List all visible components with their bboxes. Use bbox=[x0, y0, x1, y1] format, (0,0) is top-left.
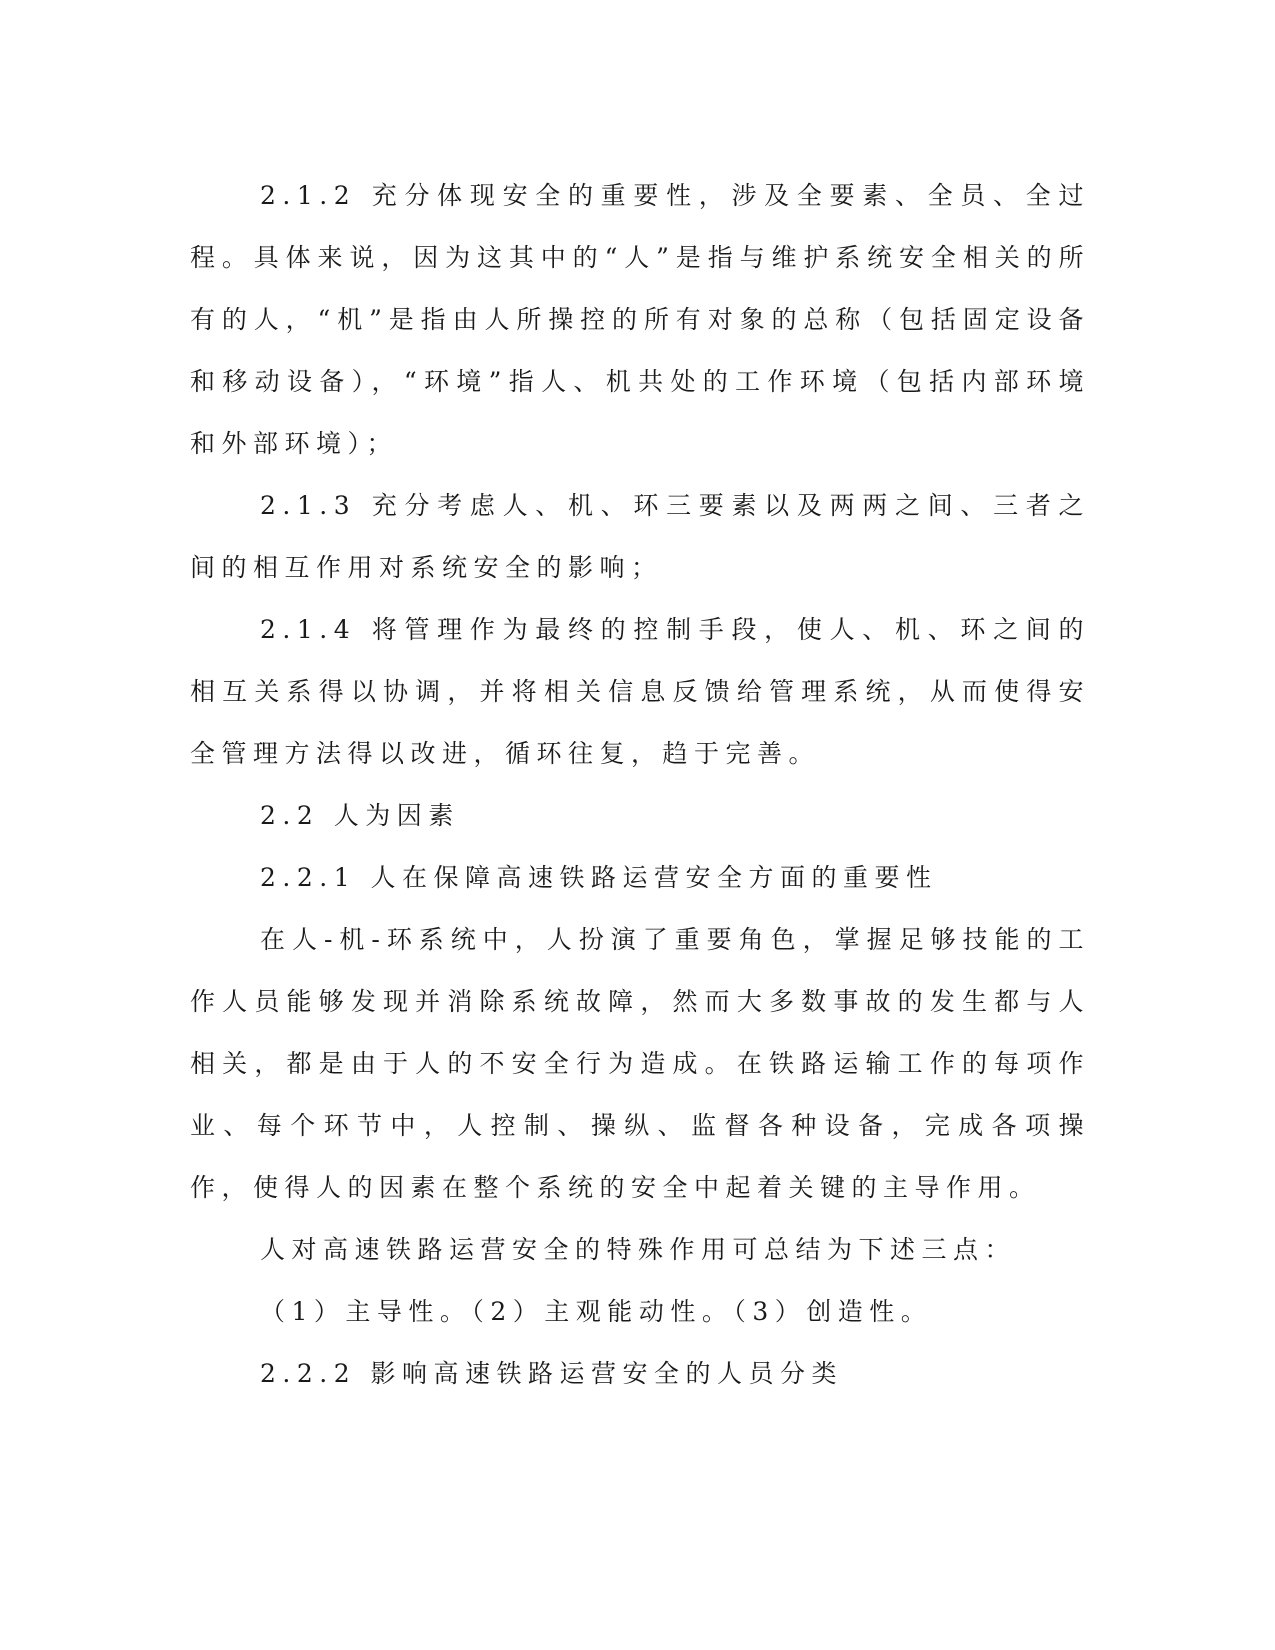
section-heading-2-2: 2.2 人为因素 bbox=[260, 801, 460, 830]
document-body bbox=[190, 165, 1090, 1405]
paragraph-2-1-4: 2.1.4 将管理作为最终的控制手段，使人、机、环之间的相互关系得以协调，并将相关信息反馈给管理系统，从而使得安全管理方法得以改进，循环往复，趋于完善。 bbox=[190, 615, 1090, 768]
subsection-heading-2-2-1: 2.2.1 人在保障高速铁路运营安全方面的重要性 bbox=[260, 863, 938, 892]
paragraph-2-1-2: 2.1.2 充分体现安全的重要性，涉及全要素、全员、全过程。具体来说，因为这其中的“人”是指与维护系统安全相关的所有的人，“机”是指由人所操控的所有对象的总称（包括固定设备和移动设备），“环境”指人、机共处的工作环境（包括内部环境和外部环境）； bbox=[190, 181, 1090, 458]
subsection-heading-2-2-2: 2.2.2 影响高速铁路运营安全的人员分类 bbox=[260, 1359, 844, 1388]
paragraph-three-points-list: （1）主导性。（2）主观能动性。（3）创造性。 bbox=[260, 1297, 933, 1326]
paragraph-2-1-3: 2.1.3 充分考虑人、机、环三要素以及两两之间、三者之间的相互作用对系统安全的影响； bbox=[190, 491, 1090, 582]
paragraph-three-points-intro: 人对高速铁路运营安全的特殊作用可总结为下述三点： bbox=[260, 1235, 1017, 1264]
paragraph-human-role: 在人-机-环系统中，人扮演了重要角色，掌握足够技能的工作人员能够发现并消除系统故障，然而大多数事故的发生都与人相关，都是由于人的不安全行为造成。在铁路运输工作的每项作业、每个环节中，人控制、操纵、监督各种设备，完成各项操作，使得人的因素在整个系统的安全中起着关键的主导作用。 bbox=[190, 925, 1090, 1202]
